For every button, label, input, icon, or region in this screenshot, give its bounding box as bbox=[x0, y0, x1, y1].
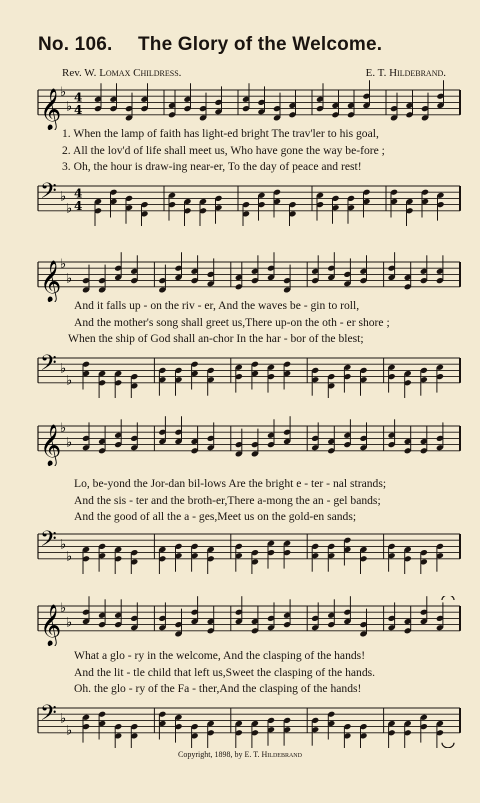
lyric-line: 1. When the lamp of faith has light-ed bright The trav'ler to his goal, bbox=[62, 127, 379, 140]
hymn-title: The Glory of the Welcome. bbox=[137, 34, 383, 55]
composer-credit: E. T. Hildebrand. bbox=[365, 67, 446, 79]
bass-clef-icon: 𝄢 bbox=[40, 527, 57, 557]
lyricist-prefix: Rev. W. bbox=[62, 67, 100, 79]
treble-clef-icon: 𝄞 bbox=[40, 88, 62, 130]
flat-icon: ♭ bbox=[66, 373, 73, 389]
lyricist-credit bbox=[62, 67, 181, 79]
treble-clef-icon: 𝄞 bbox=[40, 604, 62, 646]
flat-icon: ♭ bbox=[66, 723, 73, 739]
bass-clef-icon: 𝄢 bbox=[40, 179, 57, 209]
treble-clef-icon: 𝄞 bbox=[40, 424, 62, 466]
bass-staff-2 bbox=[0, 348, 480, 398]
flat-icon: ♭ bbox=[60, 257, 67, 272]
flat-icon: ♭ bbox=[60, 85, 67, 100]
flat-icon: ♭ bbox=[66, 271, 73, 287]
flat-icon: ♭ bbox=[60, 711, 67, 727]
lyric-line: And the good of all the a - ges,Meet us on the gold-en sands; bbox=[74, 510, 357, 523]
bass-clef-icon: 𝄢 bbox=[40, 701, 57, 731]
flat-icon: ♭ bbox=[66, 435, 73, 451]
lyric-line: And the sis - ter and the broth-er,There a-mong the an - gel bands; bbox=[74, 493, 381, 507]
lyric-line: Lo, be-yond the Jor-dan bil-lows Are the bright e - ter - nal strands; bbox=[74, 477, 387, 490]
lyricist-name: Lomax Childress. bbox=[99, 67, 182, 79]
treble-clef-icon: 𝄞 bbox=[40, 260, 62, 302]
time-signature-top: 4 bbox=[74, 186, 83, 201]
lyric-line: Oh. the glo - ry of the Fa - ther,And the clasping of the hands! bbox=[74, 682, 362, 695]
hymn-number: No. 106. bbox=[38, 34, 113, 55]
treble-staff-2 bbox=[0, 252, 480, 302]
treble-staff-4 bbox=[0, 596, 480, 646]
lyric-line: When the ship of God shall an-chor In the har - bor of the blest; bbox=[68, 332, 364, 345]
flat-icon: ♭ bbox=[60, 421, 67, 436]
lyric-line: And it falls up - on the riv - er, And the waves be - gin to roll, bbox=[74, 299, 360, 312]
lyric-line: 2. All the lov'd of life shall meet us, Who have gone the way be-fore ; bbox=[62, 143, 385, 157]
bass-staff-3 bbox=[0, 524, 480, 574]
time-signature-bottom: 4 bbox=[74, 198, 83, 213]
flat-icon: ♭ bbox=[66, 549, 73, 565]
lyric-line: And the lit - tle child that left us,Sweet the clasping of the hands. bbox=[74, 665, 376, 679]
bass-clef-icon: 𝄢 bbox=[40, 351, 57, 381]
flat-icon: ♭ bbox=[66, 201, 73, 217]
flat-icon: ♭ bbox=[60, 189, 67, 205]
fermata-icon bbox=[442, 596, 454, 600]
hymn-header bbox=[38, 34, 382, 56]
lyric-line: And the mother's song shall greet us,There up-on the oth - er shore ; bbox=[74, 315, 390, 329]
flat-icon: ♭ bbox=[66, 615, 73, 631]
fermata-icon bbox=[442, 743, 454, 748]
time-signature-bottom: 4 bbox=[74, 102, 83, 117]
treble-staff-1 bbox=[0, 80, 480, 130]
treble-staff-3 bbox=[0, 416, 480, 466]
flat-icon: ♭ bbox=[60, 601, 67, 616]
time-signature-top: 4 bbox=[74, 90, 83, 105]
copyright-holder: E. T. Hildebrand bbox=[244, 750, 302, 759]
flat-icon: ♭ bbox=[66, 99, 73, 115]
bass-staff-4 bbox=[0, 698, 480, 748]
lyric-line: 3. Oh, the hour is draw-ing near-er, To the day of peace and rest! bbox=[62, 160, 362, 173]
flat-icon: ♭ bbox=[60, 537, 67, 553]
bass-staff-1 bbox=[0, 176, 480, 226]
flat-icon: ♭ bbox=[60, 361, 67, 377]
copyright-notice bbox=[0, 750, 480, 759]
lyric-line: What a glo - ry in the welcome, And the clasping of the hands! bbox=[74, 649, 366, 662]
copyright-prefix: Copyright, 1898, by bbox=[178, 750, 245, 759]
